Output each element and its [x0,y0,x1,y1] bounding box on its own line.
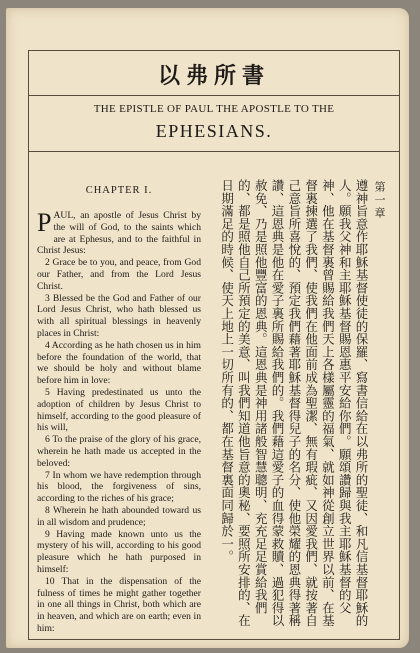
verse-6: 6 To the praise of the glory of his grace, wherein he hath made us accepted in the beloved: [37,434,201,469]
verse-9: 9 Having made known unto us the mystery of his will, according to his good pleasure which he hath purposed in himself: [37,528,201,575]
chinese-chapter-heading: 第一章 [373,181,386,220]
header-divider [29,95,399,96]
verse-8: 8 Wherein he hath abounded toward us in all wisdom and prudence; [37,504,201,528]
chinese-verse-text: 遵神旨意作耶穌基督使徒的保羅、寫書信給在以弗所的聖徒、和凡信基督耶穌的人。願我父神和主耶穌基督賜恩惠平安給你們。願頌讚歸與我主耶穌基督的父神、他在基督裏曾賜給我們天上各樣屬靈的福氣、就如神從創立世界以前、在基督裏揀選了我們、使我們在他面前成為聖潔、無有瑕疵、又因愛我們、就按著自己意旨所喜悅的、預定我們藉著耶穌基督得兒子的名分、使他榮耀的恩典得著稱讚、這恩典是他在愛子裏所賜給我們的。我們藉這愛子的血得蒙救贖、過犯得以赦免、乃是照他豐富的恩典。這恩典是神用諸般智慧聰明、充充足足賞給我們的、都是照他自己所預定的美意、叫我們知道他旨意的奧秘、要照所安排的、在日期滿足的時候、使天上地上一切所有的、都在基督裏面同歸於一。 [219,179,369,627]
verse-3: 3 Blessed be the God and Father of our Lord Jesus Christ, who hath blessed us with all spiritual blessings in heavenly places in Christ: [37,292,201,339]
english-subtitle: THE EPISTLE OF PAUL THE APOSTLE TO THE [93,103,335,115]
verse-7: 7 In whom we have redemption through his blood, the forgiveness of sins, according to the riches of his grace; [37,469,201,505]
verse-5: 5 Having predestinated us unto the adoption of children by Jesus Christ to himself, according to the good pleasure of his will, [37,386,201,434]
english-book-title: EPHESIANS. [155,121,273,141]
english-column [37,177,201,635]
verse-1: PAUL, an apostle of Jesus Christ by the will of God, to the saints which are at Ephesus, and to the faithful in Christ Jesus: [37,208,201,257]
chinese-book-title: 以弗所書 [157,64,270,89]
book-page [6,8,409,648]
verse-10: 10 That in the dispensation of the fulness of times he might gather together in one all things in Christ, both which are in heaven, and which are on earth; even in him: [37,575,201,634]
title-divider [29,151,399,152]
verse-4: 4 According as he hath chosen us in him before the foundation of the world, that we should be holy and without blame before him in love: [37,339,201,387]
drop-cap: P [37,208,52,237]
verse-2: 2 Grace be to you, and peace, from God our Father, and from the Lord Jesus Christ. [37,257,201,292]
page-frame [28,50,400,640]
chinese-column [205,177,391,633]
chapter-heading: CHAPTER I. [85,185,153,196]
